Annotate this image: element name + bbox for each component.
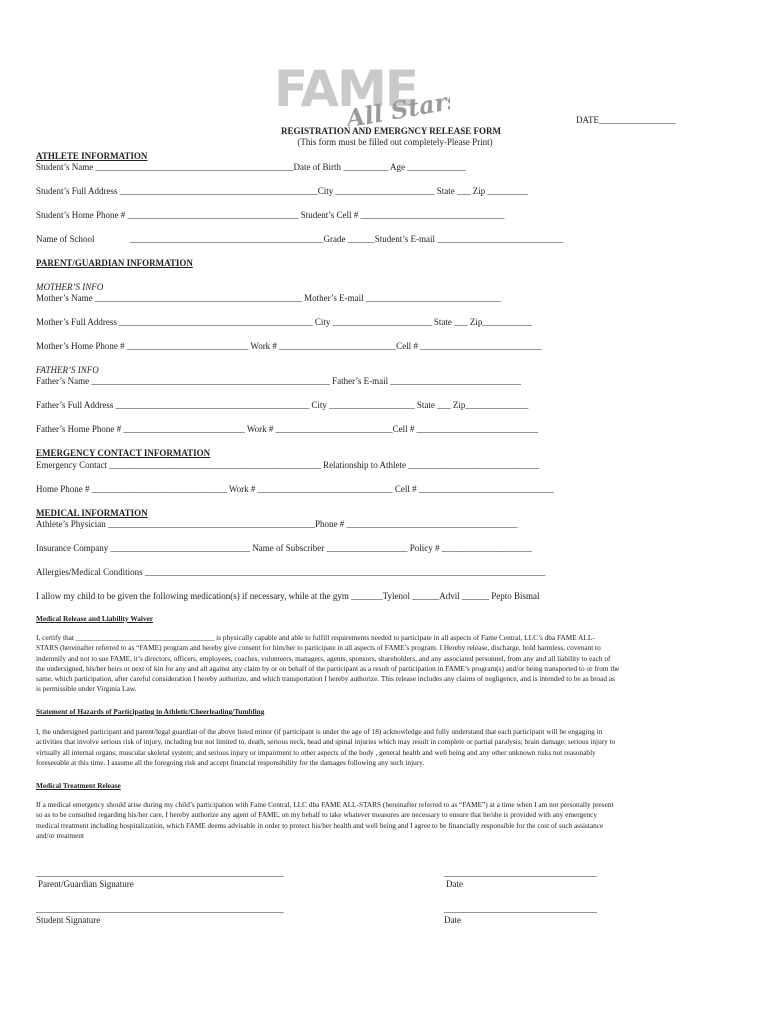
athlete-section-heading: ATHLETE INFORMATION bbox=[36, 151, 148, 161]
student-name-field[interactable]: Student’s Name ____________________________________________Date of Birth __________ Age _____________ bbox=[36, 162, 466, 172]
treatment-paragraph bbox=[36, 800, 740, 841]
parent-section-heading: PARENT/GUARDIAN INFORMATION bbox=[36, 258, 193, 268]
student-address-field[interactable]: Student’s Full Address ____________________________________________City ______________________ State ___ Zip _________ bbox=[36, 186, 529, 196]
insurance-field[interactable]: Insurance Company _______________________________ Name of Subscriber __________________ Policy # ____________________ bbox=[36, 543, 532, 553]
treatment-line: If a medical emergency should arise during my child’s participation with Fame Central, LLC dba FAME ALL-STARS (hereinafter referred to as “FAME”) at a time when I am not personally present bbox=[36, 800, 614, 809]
mother-phone-field[interactable]: Mother’s Home Phone # ___________________________ Work # __________________________Cell # ___________________________ bbox=[36, 341, 542, 351]
logo-main-text: FAME bbox=[274, 62, 418, 118]
allergies-field[interactable]: Allergies/Medical Conditions _________________________________________________________________________________________ bbox=[36, 567, 546, 577]
release-line: same, which participation, after careful consideration I hereby authorize, and which transportation I hereby authorize. This release includes any claims of negligence, and is intended to be as broad as bbox=[36, 674, 615, 684]
parent-signature-label: Parent/Guardian Signature bbox=[38, 879, 134, 889]
student-signature-line[interactable]: _______________________________________________________ bbox=[36, 904, 284, 914]
parent-date-label: Date bbox=[446, 879, 463, 889]
father-phone-field[interactable]: Father’s Home Phone # ___________________________ Work # __________________________Cell # ___________________________ bbox=[36, 424, 539, 434]
release-paragraph bbox=[36, 633, 740, 695]
father-address-field[interactable]: Father’s Full Address ___________________________________________ City ___________________ State ___ Zip______________ bbox=[36, 400, 529, 410]
form-subtitle: (This form must be filled out completely-Please Print) bbox=[297, 137, 493, 147]
release-line: STARS (hereinafter referred to as “FAME) program and hereby give consent for him/her to participate in all aspects of FAME’s program. I Hereby release, discharge, hold harmless, covenant to bbox=[36, 643, 601, 653]
student-signature-label: Student Signature bbox=[36, 915, 101, 925]
school-grade-email-field[interactable]: ___________________________________________Grade ______Student’s E-mail ____________________________ bbox=[130, 234, 564, 244]
emergency-contact-field[interactable]: Emergency Contact _______________________________________________ Relationship to Athlete _____________________________ bbox=[36, 460, 539, 470]
parent-date-line[interactable]: __________________________________ bbox=[444, 868, 597, 878]
emergency-phone-field[interactable]: Home Phone # ______________________________ Work # ______________________________ Cell # ______________________________ bbox=[36, 484, 554, 494]
form-title: REGISTRATION AND EMERGNCY RELEASE FORM bbox=[280, 126, 502, 136]
medical-section-heading: MEDICAL INFORMATION bbox=[36, 508, 148, 518]
student-date-line[interactable]: __________________________________ bbox=[444, 904, 597, 914]
treatment-heading: Medical Treatment Release bbox=[36, 781, 121, 790]
release-line: the undersigned, his/her heirs or next of kin for any and all against any claim by or on behalf of the participant as a result of participation in FAME’s program(s) and/or being transported to or from the bbox=[36, 663, 620, 673]
release-line: is permissible under Virginia Law. bbox=[36, 684, 137, 694]
hazards-heading: Statement of Hazards of Participating in Athletic/Cheerleading/Tumbling bbox=[36, 707, 265, 716]
hazards-line: activities that involve serious risk of injury, including but not limited to, death, serious neck, head and spinal injuries which may result in complete or partial paralysis; brain damage; serious injury to bbox=[36, 737, 616, 747]
treatment-line: medical treatment including hospitalization, which FAME deems advisable in order to protect his/her health and well being and I agree to be financially responsible for the cost of such assistance bbox=[36, 820, 604, 830]
medication-consent-field[interactable]: I allow my child to be given the following medication(s) if necessary, while at the gym _______Tylenol ______Advil ______ Pepto Bismal bbox=[36, 591, 540, 601]
emergency-section-heading: EMERGENCY CONTACT INFORMATION bbox=[36, 448, 211, 458]
school-label: Name of School bbox=[36, 234, 95, 244]
student-date-label: Date bbox=[444, 915, 461, 925]
father-info-label: FATHER’S INFO bbox=[36, 365, 99, 375]
release-line: I, certify that ______________________________________ is physically capable and able to fulfill requirements needed to participate in all aspects of Fame Central, LLC’s dba FAME ALL- bbox=[36, 633, 595, 642]
physician-field[interactable]: Athlete’s Physician ______________________________________________Phone # ______________________________________ bbox=[36, 519, 518, 529]
mother-address-field[interactable]: Mother’s Full Address ___________________________________________ City ______________________ State ___ Zip___________ bbox=[36, 317, 532, 327]
date-field[interactable]: DATE_________________ bbox=[576, 115, 676, 125]
hazards-line: virtually all internal organs; muscular skeletal system; and serious injury or impairment to other aspects of the body , general health and well being and any other unknown risks not reasonably bbox=[36, 747, 596, 757]
mother-name-field[interactable]: Mother’s Name ______________________________________________ Mother’s E-mail ______________________________ bbox=[36, 293, 501, 303]
hazards-line: I, the undersigned participant and parent/legal guardian of the above listed minor (if participant is under the age of 18) acknowledge and fully understand that each participant will be engaging in bbox=[36, 727, 603, 736]
mother-info-label: MOTHER’S INFO bbox=[36, 282, 104, 292]
fame-all-stars-logo bbox=[268, 62, 450, 126]
hazards-paragraph bbox=[36, 727, 740, 768]
father-name-field[interactable]: Father’s Name _____________________________________________________ Father’s E-mail _____________________________ bbox=[36, 376, 521, 386]
logo-sub-text: All Stars bbox=[343, 84, 450, 126]
hazards-line: foreseeable at this time. I assume all the foregoing risk and accept financial responsibility for the damages following any such injury. bbox=[36, 757, 425, 767]
release-heading: Medical Release and Liability Waiver bbox=[36, 614, 154, 623]
treatment-line: and/or treatment bbox=[36, 830, 85, 840]
student-phone-field[interactable]: Student’s Home Phone # ______________________________________ Student’s Cell # ________________________________ bbox=[36, 210, 505, 220]
release-line: indemnify and not to sue FAME, it’s directors, officers, employees, coaches, volunteers, managers, agents, sponsors, shareholders, and any associated personnel, from any and all liability to each of bbox=[36, 653, 611, 663]
treatment-line: so as to be consulted regarding his/her care, I hereby authorize any agent of FAME, on my behalf to take whatever measures are necessary to ensure that he/she is provided with any emergency bbox=[36, 810, 597, 820]
parent-signature-line[interactable]: _______________________________________________________ bbox=[36, 868, 284, 878]
